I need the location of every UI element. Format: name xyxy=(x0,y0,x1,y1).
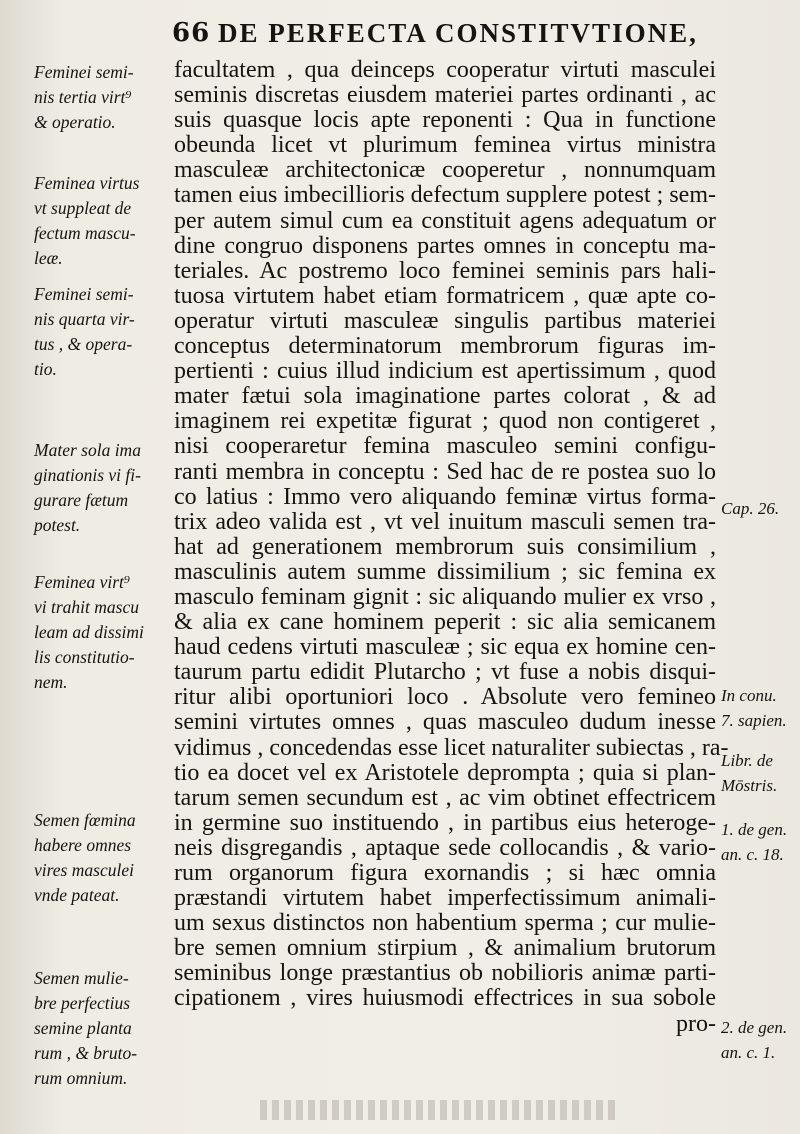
margin-note-line: ginationis vi fi- xyxy=(34,465,141,485)
text-line: seminis discretas eiusdem materiei partes ordinanti , ac xyxy=(174,82,716,109)
margin-reference-line: In conu. xyxy=(721,686,777,705)
margin-note-line: Feminei semi- xyxy=(34,62,134,82)
margin-reference-line: an. c. 18. xyxy=(721,845,784,864)
margin-note-line: leam ad dissimi xyxy=(34,622,144,642)
text-line: cipationem , vires huiusmodi effectrices in sua sobole xyxy=(174,985,716,1012)
text-line: tamen eius imbecillioris defectum supplere potest ; sem- xyxy=(174,182,716,209)
text-line: seminibus longe præstantius ob nobilioris animæ parti- xyxy=(174,960,716,987)
margin-note-left xyxy=(34,171,166,271)
text-line: rum organorum figura exornandis ; si hæc omnia xyxy=(174,860,716,886)
margin-note-left xyxy=(34,570,166,695)
margin-note-left xyxy=(34,438,166,538)
margin-reference-line: 7. sapien. xyxy=(721,711,787,730)
margin-note-left xyxy=(34,808,166,908)
text-line: pertienti : cuius illud indicium est apertissimum , quod xyxy=(174,358,716,385)
text-line: præstandi virtutem habet imperfectissimum animali- xyxy=(174,885,716,912)
margin-note-line: nem. xyxy=(34,672,68,692)
text-line: masculo feminam gignit : sic aliquando mulier ex vrso , xyxy=(174,583,716,610)
margin-note-line: habere omnes xyxy=(34,835,132,855)
margin-note-line: rum , & bruto- xyxy=(34,1043,138,1063)
margin-note-left xyxy=(34,966,166,1091)
text-line: tuosa virtutem habet etiam formatricem , quæ apte co- xyxy=(174,282,716,309)
text-line: neis disgregandis , aptaque sede collocandis , & vario- xyxy=(174,834,716,861)
bleed-through-shadow xyxy=(260,1100,620,1120)
margin-reference-line: an. c. 1. xyxy=(721,1043,776,1062)
text-line: taurum partu edidit Plutarcho ; vt fuse a nobis disqui- xyxy=(174,659,716,686)
margin-note-line: Feminea virt⁹ xyxy=(34,572,130,592)
margin-note-line: vires masculei xyxy=(34,860,134,880)
text-line: tarum semen secundum est , ac vim obtinet effectricem xyxy=(174,784,716,811)
margin-note-line: gurare fætum xyxy=(34,490,129,510)
text-line: conceptus determinatorum membrorum figuras im- xyxy=(174,333,716,360)
margin-note-line: tio. xyxy=(34,359,57,379)
margin-reference-right xyxy=(721,683,796,733)
margin-note-line: nis quarta vir- xyxy=(34,309,135,329)
margin-note-line: leæ. xyxy=(34,248,63,268)
margin-note-line: Feminea virtus xyxy=(34,173,140,193)
text-line: um sexus distinctos non habentium sperma ; cur mulie- xyxy=(174,910,716,937)
margin-note-line: nis tertia virt⁹ xyxy=(34,87,132,107)
margin-note-line: tus , & opera- xyxy=(34,334,133,354)
text-line: suis quasque locis apte reponenti : Qua in functione xyxy=(174,107,716,134)
text-line: bre semen omnium stirpium , & animalium brutorum xyxy=(174,935,716,962)
text-line: teriales. Ac postremo loco feminei seminis pars hali- xyxy=(174,257,716,284)
text-line: co latius : Immo vero aliquando feminæ virtus forma- xyxy=(174,483,716,510)
text-line: in germine suo instituendo , in partibus eius heteroge- xyxy=(174,809,716,836)
text-line: per autem simul cum ea constituit agens adequatum or xyxy=(174,207,716,234)
text-line: haud cedens virtuti masculeæ ; sic equa ex homine cen- xyxy=(174,634,716,661)
text-line: obeunda licet vt plurimum feminea virtus ministra xyxy=(174,132,716,159)
page-header xyxy=(160,12,720,52)
margin-note-line: Semen mulie- xyxy=(34,968,129,988)
page-number: 66 xyxy=(172,18,211,48)
text-line: ritur alibi oportuniori loco . Absolute vero femineo xyxy=(174,684,716,711)
margin-note-line: fectum mascu- xyxy=(34,223,136,243)
text-line: pro- xyxy=(676,1010,716,1037)
text-line: masculeæ architectonicæ cooperetur , nonnumquam xyxy=(174,157,716,184)
text-line: nisi cooperaretur femina masculeo semini configu- xyxy=(174,433,716,460)
text-line: semini virtutes omnes , quas masculeo dudum inesse xyxy=(174,709,716,736)
margin-note-line: semine planta xyxy=(34,1018,132,1038)
text-line: facultatem , qua deinceps cooperatur virtuti masculei xyxy=(174,57,716,83)
text-line: mater fætui sola imaginatione partes colorat , & ad xyxy=(174,383,716,410)
text-line: & alia ex cane hominem peperit : sic alia semicanem xyxy=(174,609,716,636)
text-line: imaginem rei expetitæ figurat ; quod non contigeret , xyxy=(174,408,716,435)
margin-note-line: rum omnium. xyxy=(34,1068,128,1088)
margin-reference-line: 2. de gen. xyxy=(721,1018,788,1037)
margin-note-line: Semen fœmina xyxy=(34,810,136,830)
margin-reference-right xyxy=(721,496,796,521)
margin-reference-line: 1. de gen. xyxy=(721,820,788,839)
margin-note-left xyxy=(34,60,166,135)
margin-note-line: Feminei semi- xyxy=(34,284,134,304)
text-line: tio ea docet vel ex Aristotele deprompta ; quia si plan- xyxy=(174,759,716,786)
margin-note-line: Mater sola ima xyxy=(34,440,141,460)
text-line: dine congruo disponens partes omnes in conceptu ma- xyxy=(174,232,716,259)
running-title: DE PERFECTA CONSTITVTIONE, xyxy=(218,18,698,48)
margin-reference-line: Mōstris. xyxy=(721,776,778,795)
margin-note-line: potest. xyxy=(34,515,81,535)
text-line: hat ad generationem membrorum suis consimilium , xyxy=(174,533,716,560)
main-text-block xyxy=(174,57,729,1037)
margin-reference-line: Cap. 26. xyxy=(721,499,780,518)
margin-reference-line: Libr. de xyxy=(721,751,773,770)
margin-note-line: lis constitutio- xyxy=(34,647,135,667)
margin-reference-right xyxy=(721,748,796,798)
text-line: ranti membra in conceptu : Sed hac de re postea suo lo xyxy=(174,458,716,485)
margin-note-line: vt suppleat de xyxy=(34,198,132,218)
margin-note-line: & operatio. xyxy=(34,112,116,132)
text-line: trix adeo valida est , vt vel inuitum masculi semen tra- xyxy=(174,508,716,535)
margin-note-line: vnde pateat. xyxy=(34,885,120,905)
text-line: vidimus , concedendas esse licet naturaliter subiectas , ra- xyxy=(174,734,729,761)
text-line: operatur virtuti masculeæ singulis partibus materiei xyxy=(174,307,716,334)
margin-reference-right xyxy=(721,817,796,867)
text-line: masculinis autem summe dissimilium ; sic femina ex xyxy=(174,558,716,585)
margin-note-line: bre perfectius xyxy=(34,993,131,1013)
margin-note-line: vi trahit mascu xyxy=(34,597,139,617)
margin-note-left xyxy=(34,282,166,382)
margin-reference-right xyxy=(721,1015,796,1065)
